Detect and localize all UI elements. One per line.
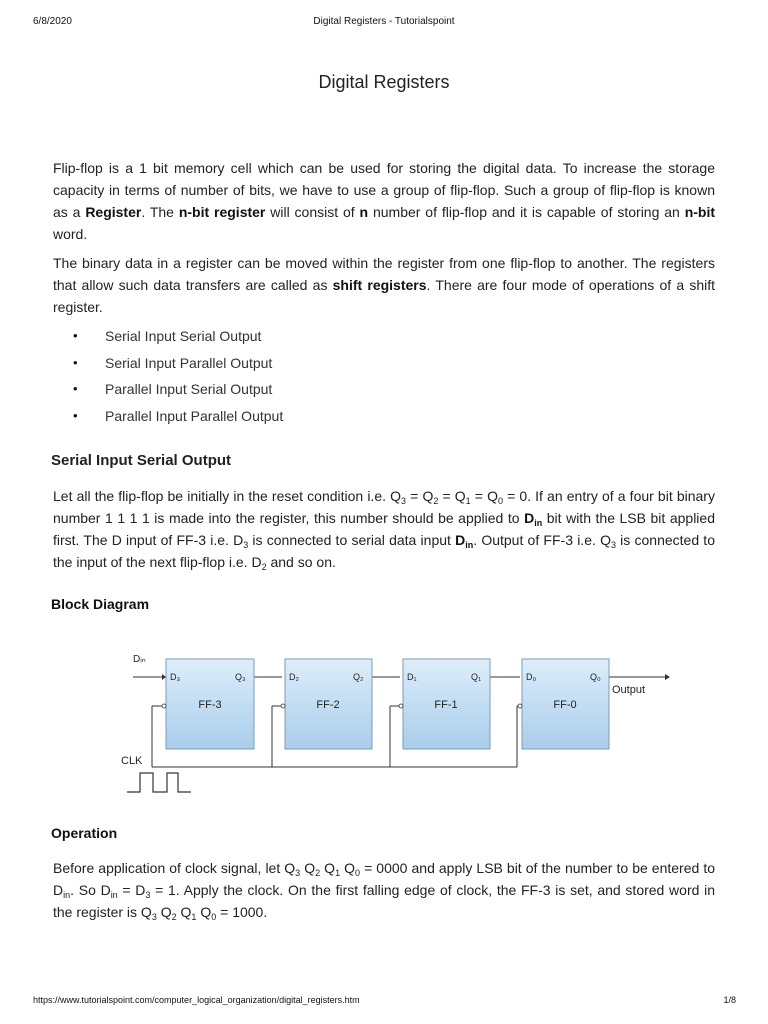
ff0-d-label: D₀ <box>526 672 537 682</box>
flip-flop-ff3 <box>162 659 254 749</box>
ff2-name: FF-2 <box>316 699 340 711</box>
intro-paragraph-1: Flip-flop is a 1 bit memory cell which can be used for storing the digital data. To increase the storage capacity in terms of number of bits, we have to use a group of flip-flop. Such a group of flip-flop is known as a Register. The n-bit register will consist of n number of flip-flop and it is capable of storing an n-bit word. <box>53 160 716 242</box>
ff3-clock-bubble <box>162 704 166 708</box>
print-header-title: Digital Registers - Tutorialspoint <box>313 16 455 27</box>
list-item: • Serial Input Serial Output <box>53 326 283 353</box>
intro-paragraph-2: The binary data in a register can be moved within the register from one flip-flop to another. The registers that allow such data transfers are called as shift registers. There are four mode of operations of a shift register. <box>53 255 715 315</box>
clk-label: CLK <box>121 755 143 767</box>
output-arrow <box>665 674 670 680</box>
print-date: 6/8/2020 <box>33 16 72 27</box>
footer-page-number: 1/8 <box>723 995 736 1005</box>
ff3-name: FF-3 <box>198 699 222 711</box>
ff2-d-label: D₂ <box>289 672 299 682</box>
ff3-d-label: D₃ <box>170 672 181 682</box>
flip-flop-ff0 <box>518 659 609 749</box>
ff0-q-label: Q₀ <box>590 672 601 682</box>
footer-url: https://www.tutorialspoint.com/computer_logical_organization/digital_registers.htm <box>33 995 360 1005</box>
page-title: Digital Registers <box>318 72 450 92</box>
list-item: • Parallel Input Parallel Output <box>53 406 283 433</box>
flip-flop-ff2 <box>281 659 372 749</box>
block-diagram-heading: Block Diagram <box>51 596 150 612</box>
ff0-name: FF-0 <box>553 699 577 711</box>
clock-waveform <box>127 773 191 792</box>
ff0-clock-bubble <box>518 704 522 708</box>
shift-register-modes-list <box>53 326 283 432</box>
din-label: Dᵢₙ <box>133 654 146 665</box>
ff1-clock-bubble <box>399 704 403 708</box>
din-arrow <box>162 674 166 680</box>
block-diagram <box>115 645 675 805</box>
ff2-clock-bubble <box>281 704 285 708</box>
ff1-q-label: Q₁ <box>471 672 482 682</box>
siso-paragraph: Let all the flip-flop be initially in the reset condition i.e. $Q_3 = Q_2 = Q_1 = Q_0 = 0$. If an entry of a four bit binary number 1 1 1 1 is made into the register, this number should be applied to $D_{in}$ bit with the LSB bit applied first. The D input of FF-3 i.e. $D_3$ is connected to serial data input $D_{in}$. Output of FF-3 i.e. $Q_3$ is connected to the input of the next flip-flop i.e. $D_2$ and so on. <box>53 488 715 572</box>
operation-heading: Operation <box>51 825 118 841</box>
ff3-q-label: Q₃ <box>235 672 246 682</box>
siso-heading: Serial Input Serial Output <box>51 452 232 469</box>
ff2-q-label: Q₂ <box>353 672 364 682</box>
list-item: • Serial Input Parallel Output <box>53 353 283 380</box>
ff1-name: FF-1 <box>434 699 458 711</box>
operation-paragraph: Before application of clock signal, let $Q_3$ $Q_2$ $Q_1$ $Q_0 = 0000$ and apply LSB bit of the number to be entered to $D_{in}$. So $D_{in} = D_3 = 1$. Apply the clock. On the first falling edge of clock, the FF-3 is set, and stored word in the register is $Q_3$ $Q_2$ $Q_1$ $Q_0 = 1000$. <box>53 860 716 922</box>
list-item: • Parallel Input Serial Output <box>53 379 283 406</box>
ff1-d-label: D₁ <box>407 672 417 682</box>
output-label: Output <box>612 684 646 696</box>
flip-flop-ff1 <box>399 659 490 749</box>
